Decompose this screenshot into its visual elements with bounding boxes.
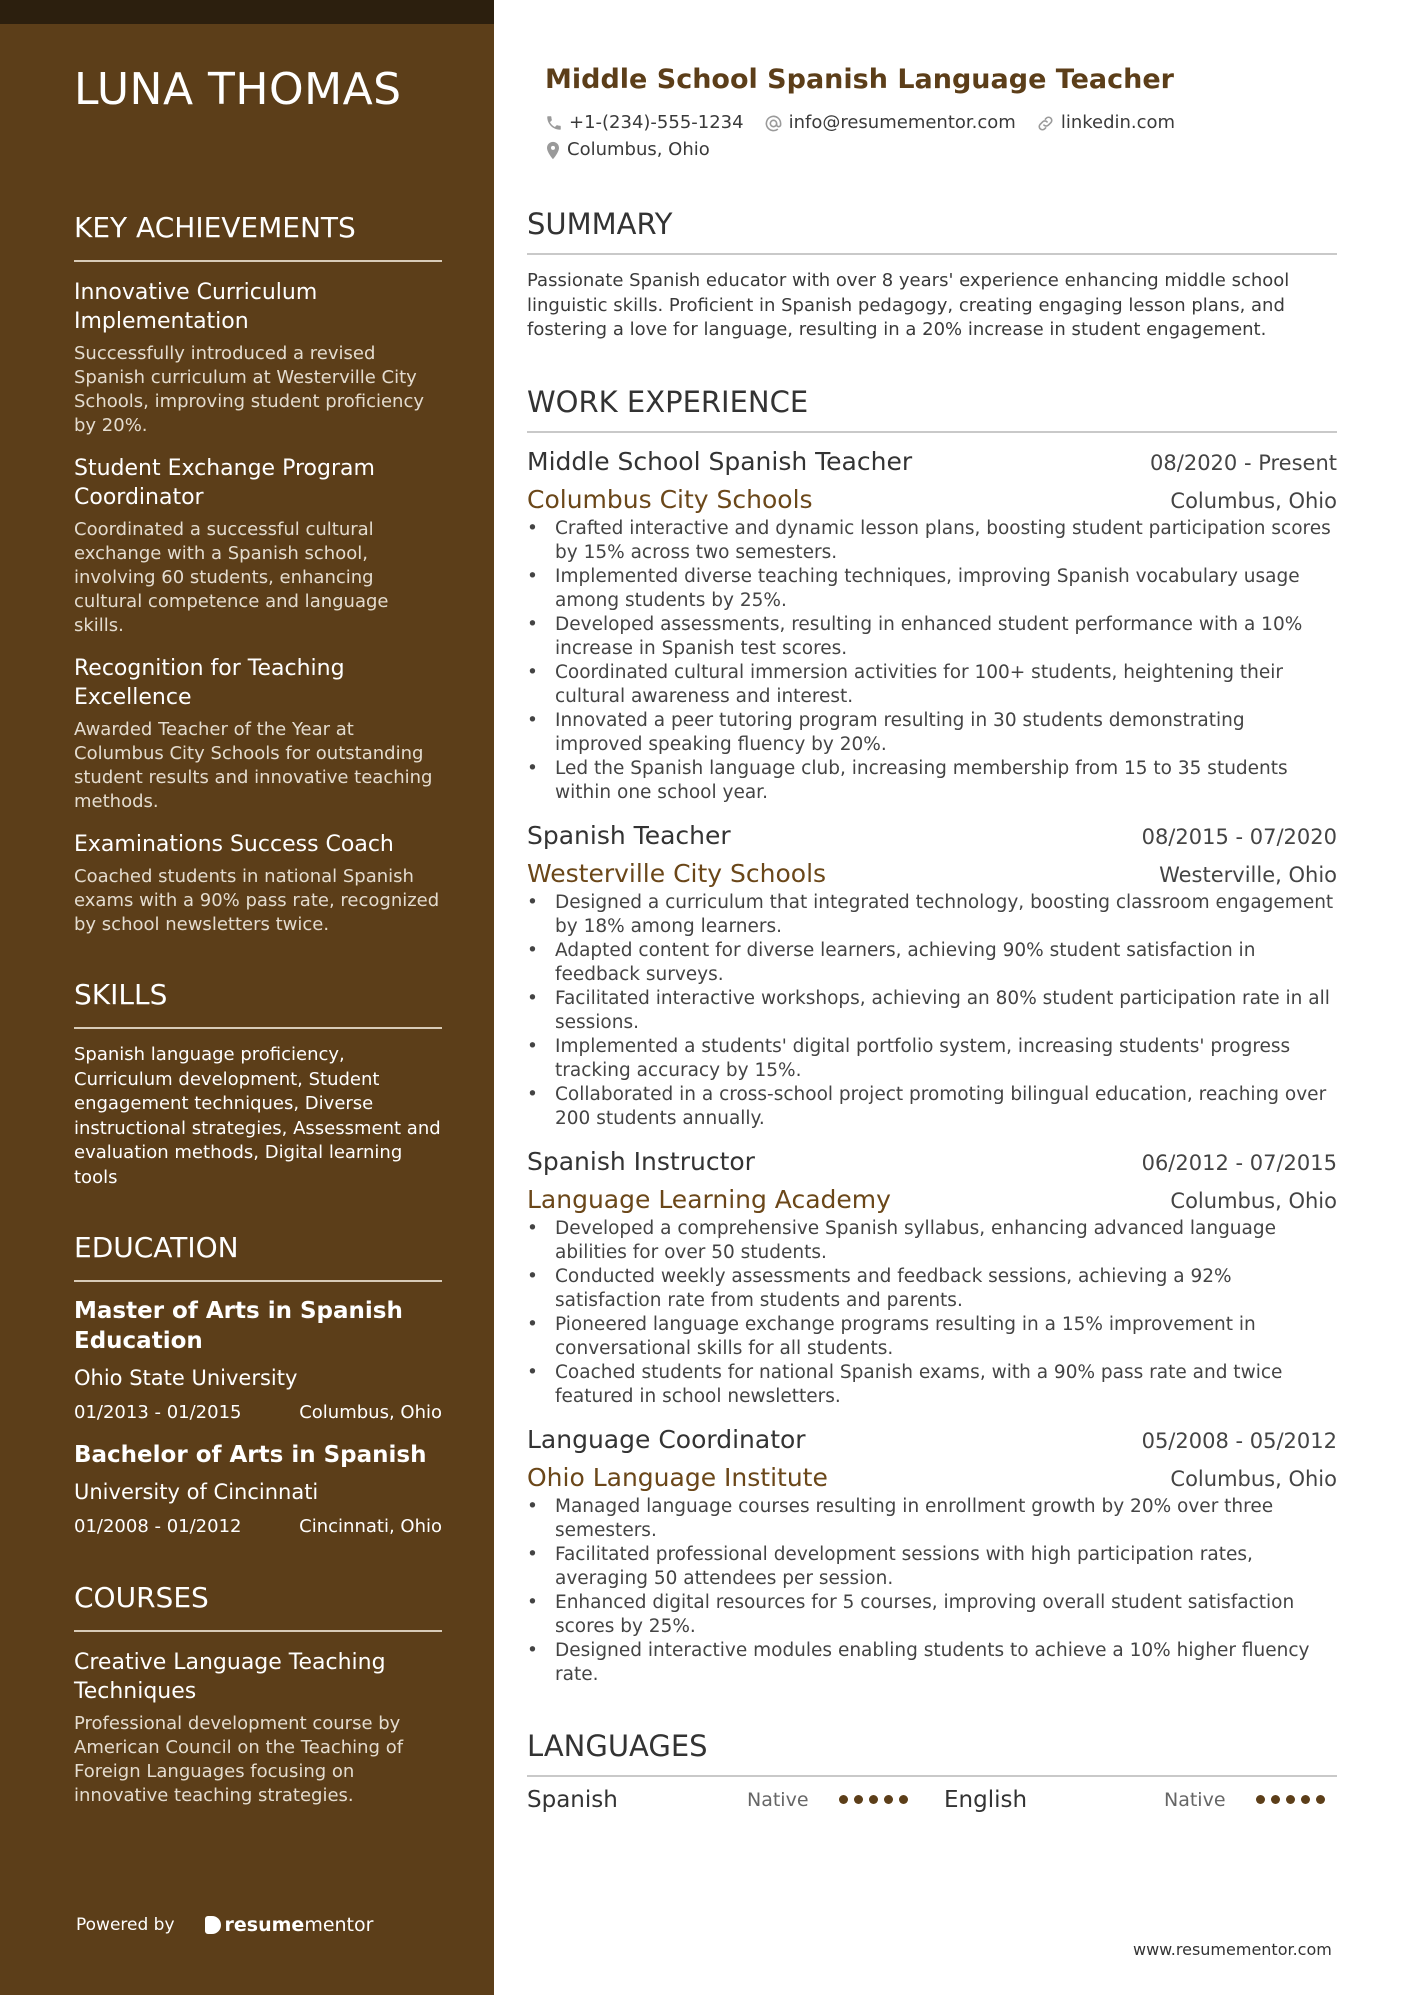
- language-rating: [839, 1795, 914, 1804]
- main-content: [527, 62, 1337, 1813]
- rating-dot: [1286, 1795, 1295, 1804]
- experience-section: [527, 383, 1337, 1687]
- headline-title: Middle School Spanish Language Teacher: [545, 64, 1175, 95]
- summary-heading: SUMMARY: [527, 205, 1337, 255]
- education-item: [74, 1296, 442, 1426]
- education-item: [74, 1440, 442, 1540]
- job-entry: [527, 1423, 1337, 1687]
- language-item: [527, 1787, 920, 1813]
- education-location: Columbus, Ohio: [299, 1402, 442, 1423]
- job-dates: 08/2015 - 07/2020: [1141, 824, 1337, 849]
- job-company: Columbus City Schools: [527, 484, 813, 514]
- languages-section: [527, 1727, 1337, 1813]
- achievement-title: Recognition for Teaching Excellence: [74, 656, 345, 710]
- powered-by-label: Powered by: [76, 1915, 175, 1935]
- education-heading: EDUCATION: [74, 1230, 442, 1282]
- rating-dot: [1301, 1795, 1310, 1804]
- achievement-title: Innovative Curriculum Implementation: [74, 280, 318, 334]
- course-desc: Professional development course by American Council on the Teaching of Foreign Languages focusing on innovative teaching strategies.: [74, 1713, 404, 1806]
- education-school: University of Cincinnati: [74, 1480, 319, 1504]
- email-contact[interactable]: [764, 110, 1016, 136]
- job-company: Ohio Language Institute: [527, 1462, 828, 1492]
- rating-dot: [884, 1795, 893, 1804]
- job-location: Westerville, Ohio: [1159, 862, 1337, 887]
- linkedin-text: linkedin.com: [1060, 112, 1176, 133]
- achievement-item: [74, 830, 442, 937]
- course-item: [74, 1648, 442, 1808]
- summary-section: [527, 205, 1337, 343]
- job-bullet: • Collaborated in a cross-school project promoting bilingual education, reaching over 200 students annually.: [527, 1083, 1337, 1131]
- job-dates: 06/2012 - 07/2015: [1141, 1150, 1337, 1175]
- logo-text-light: mentor: [304, 1914, 374, 1936]
- job-bullet: • Implemented diverse teaching techniques, improving Spanish vocabulary usage among students by 25%.: [527, 565, 1337, 613]
- powered-by: [76, 1914, 373, 1936]
- job-bullet: • Coordinated cultural immersion activities for 100+ students, heightening their cultural awareness and interest.: [527, 661, 1337, 709]
- location-text: Columbus, Ohio: [567, 139, 710, 160]
- candidate-name: LUNA THOMAS: [74, 64, 402, 115]
- course-title: Creative Language Teaching Techniques: [74, 1650, 386, 1704]
- job-bullets: [527, 891, 1337, 1131]
- achievement-item: [74, 278, 442, 438]
- location-pin-icon: [545, 141, 561, 160]
- linkedin-contact[interactable]: [1036, 110, 1175, 136]
- job-bullet: • Enhanced digital resources for 5 courses, improving overall student satisfaction scores by 25%.: [527, 1591, 1337, 1639]
- achievement-title: Examinations Success Coach: [74, 832, 394, 857]
- courses-section: [74, 1580, 442, 1808]
- skills-section: [74, 977, 442, 1190]
- education-degree: Master of Arts in Spanish Education: [74, 1298, 403, 1354]
- job-role: Language Coordinator: [527, 1424, 806, 1454]
- sidebar: [0, 0, 494, 1995]
- courses-heading: COURSES: [74, 1580, 442, 1632]
- job-bullet: • Conducted weekly assessments and feedback sessions, achieving a 92% satisfaction rate from students and parents.: [527, 1265, 1337, 1313]
- job-role: Spanish Teacher: [527, 820, 731, 850]
- location-contact: [545, 137, 710, 163]
- education-dates: 01/2013 - 01/2015: [74, 1402, 242, 1423]
- language-name: English: [944, 1786, 1028, 1813]
- job-dates: 05/2008 - 05/2012: [1141, 1428, 1337, 1453]
- job-bullet: • Facilitated professional development sessions with high participation rates, averaging 50 attendees per session.: [527, 1543, 1337, 1591]
- language-level: Native: [747, 1788, 809, 1811]
- job-bullet: • Coached students for national Spanish exams, with a 90% pass rate and twice featured in school newsletters.: [527, 1361, 1337, 1409]
- job-bullet: • Managed language courses resulting in enrollment growth by 20% over three semesters.: [527, 1495, 1337, 1543]
- job-bullets: [527, 517, 1337, 805]
- job-bullet: • Adapted content for diverse learners, achieving 90% student satisfaction in feedback surveys.: [527, 939, 1337, 987]
- footer-url[interactable]: www.resumementor.com: [1133, 1940, 1332, 1959]
- languages-heading: LANGUAGES: [527, 1727, 1337, 1777]
- logo-text-bold: resume: [224, 1914, 305, 1936]
- skills-text: Spanish language proficiency, Curriculum development, Student engagement techniques, Diverse instructional strategies, Assessment and evaluation methods, Digital learning tools: [74, 1044, 441, 1188]
- job-bullet: • Designed interactive modules enabling students to achieve a 10% higher fluency rate.: [527, 1639, 1337, 1687]
- job-role: Spanish Instructor: [527, 1146, 755, 1176]
- contact-row: [545, 110, 1337, 136]
- resumementor-logo-icon: [205, 1916, 221, 1934]
- job-bullet: • Innovated a peer tutoring program resulting in 30 students demonstrating improved speaking fluency by 20%.: [527, 709, 1337, 757]
- at-icon: [764, 114, 783, 133]
- phone-contact[interactable]: [545, 110, 744, 136]
- job-bullet: • Implemented a students' digital portfolio system, increasing students' progress tracking accuracy by 15%.: [527, 1035, 1337, 1083]
- achievement-desc: Coached students in national Spanish exams with a 90% pass rate, recognized by school newsletters twice.: [74, 866, 440, 935]
- job-entry: [527, 1145, 1337, 1409]
- job-entry: [527, 819, 1337, 1131]
- education-location: Cincinnati, Ohio: [299, 1516, 442, 1537]
- education-section: [74, 1230, 442, 1540]
- job-bullet: • Crafted interactive and dynamic lesson plans, boosting student participation scores by 15% across two semesters.: [527, 517, 1337, 565]
- achievement-desc: Awarded Teacher of the Year at Columbus City Schools for outstanding student results and innovative teaching methods.: [74, 719, 433, 812]
- job-bullets: [527, 1217, 1337, 1409]
- email-text: info@resumementor.com: [788, 112, 1016, 133]
- achievement-desc: Coordinated a successful cultural exchange with a Spanish school, involving 60 students, enhancing cultural competence and language skills.: [74, 519, 389, 636]
- skills-heading: SKILLS: [74, 977, 442, 1029]
- language-item: [944, 1787, 1337, 1813]
- summary-text: Passionate Spanish educator with over 8 years' experience enhancing middle school linguistic skills. Proficient in Spanish pedagogy, creating engaging lesson plans, and fostering a love for language, resulting in a 20% increase in student engagement.: [527, 270, 1290, 340]
- job-location: Columbus, Ohio: [1170, 1188, 1337, 1213]
- rating-dot: [839, 1795, 848, 1804]
- language-name: Spanish: [527, 1786, 618, 1813]
- job-location: Columbus, Ohio: [1170, 1466, 1337, 1491]
- achievement-title: Student Exchange Program Coordinator: [74, 456, 375, 510]
- job-dates: 08/2020 - Present: [1150, 450, 1337, 475]
- job-company: Language Learning Academy: [527, 1184, 891, 1214]
- rating-dot: [1316, 1795, 1325, 1804]
- rating-dot: [899, 1795, 908, 1804]
- language-level: Native: [1164, 1788, 1226, 1811]
- job-company: Westerville City Schools: [527, 858, 827, 888]
- rating-dot: [1256, 1795, 1265, 1804]
- experience-heading: WORK EXPERIENCE: [527, 383, 1337, 433]
- education-degree: Bachelor of Arts in Spanish: [74, 1442, 427, 1468]
- language-rating: [1256, 1795, 1331, 1804]
- rating-dot: [869, 1795, 878, 1804]
- job-bullet: • Developed a comprehensive Spanish syllabus, enhancing advanced language abilities for over 50 students.: [527, 1217, 1337, 1265]
- job-bullet: • Developed assessments, resulting in enhanced student performance with a 10% increase in Spanish test scores.: [527, 613, 1337, 661]
- resumementor-logo[interactable]: [205, 1914, 374, 1936]
- rating-dot: [854, 1795, 863, 1804]
- job-bullet: • Designed a curriculum that integrated technology, boosting classroom engagement by 18% among learners.: [527, 891, 1337, 939]
- phone-text: +1-(234)-555-1234: [569, 112, 744, 133]
- job-bullet: • Pioneered language exchange programs resulting in a 15% improvement in conversational skills for all students.: [527, 1313, 1337, 1361]
- achievements-heading: KEY ACHIEVEMENTS: [74, 210, 442, 262]
- achievements-section: [74, 210, 442, 937]
- job-bullets: [527, 1495, 1337, 1687]
- education-school: Ohio State University: [74, 1366, 298, 1390]
- rating-dot: [1271, 1795, 1280, 1804]
- education-dates: 01/2008 - 01/2012: [74, 1516, 242, 1537]
- link-icon: [1036, 114, 1055, 133]
- job-entry: [527, 445, 1337, 805]
- job-location: Columbus, Ohio: [1170, 488, 1337, 513]
- achievement-item: [74, 654, 442, 814]
- job-role: Middle School Spanish Teacher: [527, 446, 913, 476]
- sidebar-top-bar: [0, 0, 494, 24]
- phone-icon: [545, 114, 563, 132]
- job-bullet: • Led the Spanish language club, increasing membership from 15 to 35 students within one school year.: [527, 757, 1337, 805]
- achievement-desc: Successfully introduced a revised Spanish curriculum at Westerville City Schools, improving student proficiency by 20%.: [74, 343, 425, 436]
- contact-row: [545, 137, 1337, 163]
- achievement-item: [74, 454, 442, 638]
- job-bullet: • Facilitated interactive workshops, achieving an 80% student participation rate in all sessions.: [527, 987, 1337, 1035]
